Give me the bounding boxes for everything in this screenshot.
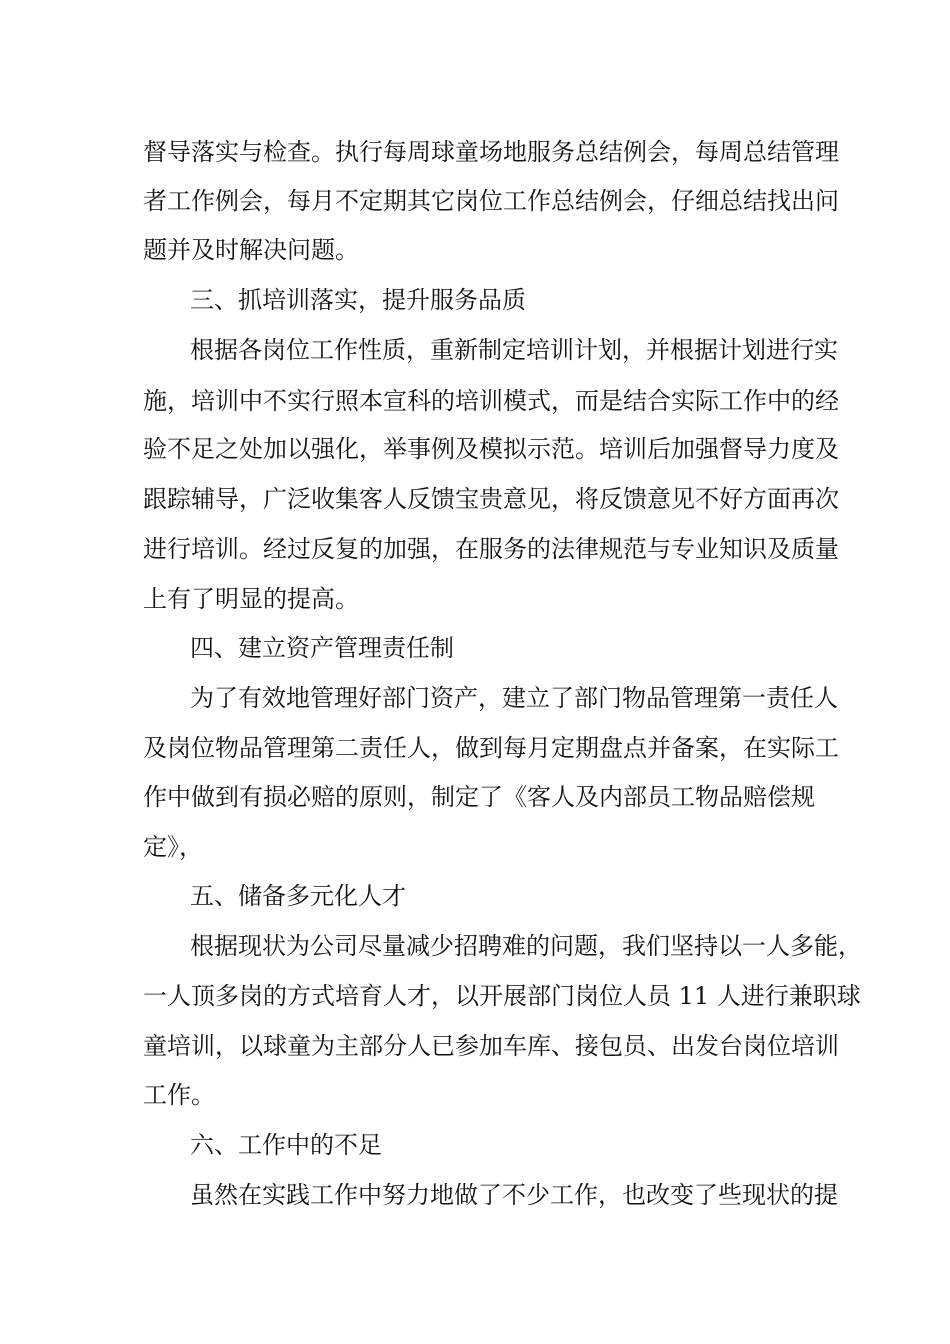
section-heading: 六、工作中的不足 — [190, 1131, 382, 1159]
paragraph-line: 施，培训中不实行照本宣科的培训模式，而是结合实际工作中的经 — [143, 387, 839, 415]
paragraph-line: 跟踪辅导，广泛收集客人反馈宝贵意见，将反馈意见不好方面再次 — [143, 485, 839, 513]
paragraph-line: 为了有效地管理好部门资产，建立了部门物品管理第一责任人 — [190, 684, 838, 712]
paragraph-line: 及岗位物品管理第二责任人，做到每月定期盘点并备案，在实际工 — [143, 734, 839, 762]
paragraph-line: 定》， — [143, 833, 203, 861]
paragraph-line: 者工作例会，每月不定期其它岗位工作总结例会，仔细总结找出问 — [143, 187, 839, 215]
paragraph-line: 工作。 — [143, 1081, 215, 1109]
paragraph-line: 童培训，以球童为主部分人已参加车库、接包员、出发台岗位培训 — [143, 1032, 839, 1060]
paragraph-line: 督导落实与检查。执行每周球童场地服务总结例会，每周总结管理 — [143, 138, 839, 166]
paragraph-line: 虽然在实践工作中努力地做了不少工作，也改变了些现状的提 — [190, 1181, 838, 1209]
paragraph-line: 进行培训。经过反复的加强，在服务的法律规范与专业知识及质量 — [143, 535, 839, 563]
paragraph-line: 验不足之处加以强化，举事例及模拟示范。培训后加强督导力度及 — [143, 435, 839, 463]
paragraph-line: 作中做到有损必赔的原则，制定了《客人及内部员工物品赔偿规 — [143, 783, 815, 811]
paragraph-line: 根据现状为公司尽量减少招聘难的问题，我们坚持以一人多能， — [190, 932, 862, 960]
paragraph-line: 题并及时解决问题。 — [143, 236, 359, 264]
section-heading: 四、建立资产管理责任制 — [190, 634, 454, 662]
paragraph-line: 根据各岗位工作性质，重新制定培训计划，并根据计划进行实 — [190, 336, 838, 364]
paragraph-line: 上有了明显的提高。 — [143, 585, 359, 613]
section-heading: 三、抓培训落实，提升服务品质 — [190, 286, 526, 314]
paragraph-line: 一人顶多岗的方式培育人才，以开展部门岗位人员 11 人进行兼职球 — [143, 982, 861, 1010]
section-heading: 五、储备多元化人才 — [190, 882, 406, 910]
